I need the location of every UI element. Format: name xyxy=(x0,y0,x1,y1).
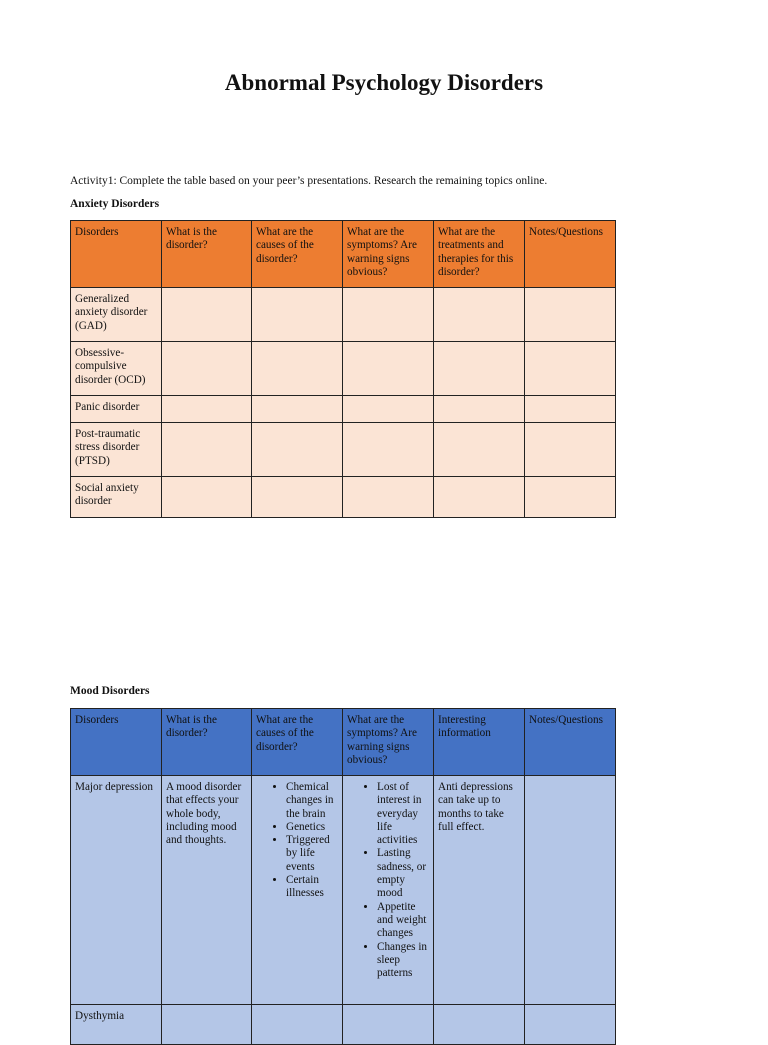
table-row xyxy=(71,477,616,518)
answer-cell[interactable] xyxy=(162,477,252,518)
list-item: • Genetics xyxy=(286,821,338,834)
anxiety-section-label: Anxiety Disorders xyxy=(70,198,160,210)
answer-cell[interactable] xyxy=(343,423,434,477)
header-cell: What are the causes of the disorder? xyxy=(252,221,343,288)
disorder-name-cell: Post-traumatic stress disorder (PTSD) xyxy=(71,423,162,477)
list-item: • Lasting sadness, or empty mood xyxy=(377,847,429,900)
answer-cell[interactable] xyxy=(252,342,343,396)
disorder-name-cell: Dysthymia xyxy=(71,1005,162,1045)
table-row xyxy=(71,776,616,1005)
list-item: • Changes in sleep patterns xyxy=(377,941,429,981)
answer-cell[interactable] xyxy=(252,288,343,342)
symptoms-list xyxy=(347,781,429,980)
answer-cell[interactable] xyxy=(525,396,616,423)
mood-section-label: Mood Disorders xyxy=(70,685,150,697)
info-cell[interactable]: Anti depressions can take up to months to take full effect. xyxy=(434,776,525,1005)
anxiety-disorders-table xyxy=(70,220,616,518)
answer-cell[interactable] xyxy=(162,1005,252,1045)
answer-cell[interactable] xyxy=(162,423,252,477)
answer-cell[interactable] xyxy=(162,288,252,342)
table-row xyxy=(71,1005,616,1045)
list-item: • Lost of interest in everyday life activities xyxy=(377,781,429,847)
answer-cell[interactable] xyxy=(434,342,525,396)
notes-cell[interactable] xyxy=(525,776,616,1005)
header-cell: Interesting information xyxy=(434,709,525,776)
answer-cell[interactable] xyxy=(525,288,616,342)
answer-cell[interactable] xyxy=(162,342,252,396)
header-cell: Disorders xyxy=(71,221,162,288)
answer-cell[interactable] xyxy=(434,396,525,423)
answer-cell[interactable] xyxy=(252,396,343,423)
activity-instructions: Activity1: Complete the table based on your peer’s presentations. Research the remaining topics online. xyxy=(70,175,548,187)
table-row xyxy=(71,396,616,423)
causes-list xyxy=(256,781,338,901)
header-cell: What are the symptoms? Are warning signs obvious? xyxy=(343,709,434,776)
header-cell: What are the causes of the disorder? xyxy=(252,709,343,776)
answer-cell[interactable] xyxy=(343,477,434,518)
answer-cell[interactable] xyxy=(434,423,525,477)
answer-cell[interactable] xyxy=(525,477,616,518)
list-item: • Triggered by life events xyxy=(286,834,338,874)
header-cell: Notes/Questions xyxy=(525,709,616,776)
answer-cell[interactable] xyxy=(525,1005,616,1045)
answer-cell[interactable] xyxy=(252,1005,343,1045)
answer-cell[interactable] xyxy=(343,288,434,342)
answer-cell[interactable] xyxy=(252,423,343,477)
header-cell: What is the disorder? xyxy=(162,709,252,776)
list-item: • Certain illnesses xyxy=(286,874,338,901)
answer-cell[interactable] xyxy=(343,1005,434,1045)
header-cell: What is the disorder? xyxy=(162,221,252,288)
table-header-row xyxy=(71,221,616,288)
answer-cell[interactable] xyxy=(252,477,343,518)
answer-cell[interactable] xyxy=(434,288,525,342)
answer-cell[interactable] xyxy=(434,477,525,518)
table-header-row xyxy=(71,709,616,776)
answer-cell[interactable] xyxy=(343,396,434,423)
table-row xyxy=(71,423,616,477)
disorder-name-cell: Social anxiety disorder xyxy=(71,477,162,518)
answer-cell[interactable] xyxy=(434,1005,525,1045)
causes-cell[interactable] xyxy=(252,776,343,1005)
table-row xyxy=(71,342,616,396)
mood-disorders-table xyxy=(70,708,616,1045)
list-item: • Chemical changes in the brain xyxy=(286,781,338,821)
answer-cell[interactable] xyxy=(525,423,616,477)
table-row xyxy=(71,288,616,342)
header-cell: Disorders xyxy=(71,709,162,776)
page-title: Abnormal Psychology Disorders xyxy=(224,70,544,95)
header-cell: Notes/Questions xyxy=(525,221,616,288)
disorder-name-cell: Obsessive-compulsive disorder (OCD) xyxy=(71,342,162,396)
disorder-name-cell: Major depression xyxy=(71,776,162,1005)
disorder-name-cell: Panic disorder xyxy=(71,396,162,423)
disorder-name-cell: Generalized anxiety disorder (GAD) xyxy=(71,288,162,342)
answer-cell[interactable] xyxy=(343,342,434,396)
answer-cell[interactable] xyxy=(162,396,252,423)
definition-cell[interactable]: A mood disorder that effects your whole body, including mood and thoughts. xyxy=(162,776,252,1005)
answer-cell[interactable] xyxy=(525,342,616,396)
header-cell: What are the symptoms? Are warning signs obvious? xyxy=(343,221,434,288)
list-item: • Appetite and weight changes xyxy=(377,901,429,941)
header-cell: What are the treatments and therapies for this disorder? xyxy=(434,221,525,288)
symptoms-cell[interactable] xyxy=(343,776,434,1005)
